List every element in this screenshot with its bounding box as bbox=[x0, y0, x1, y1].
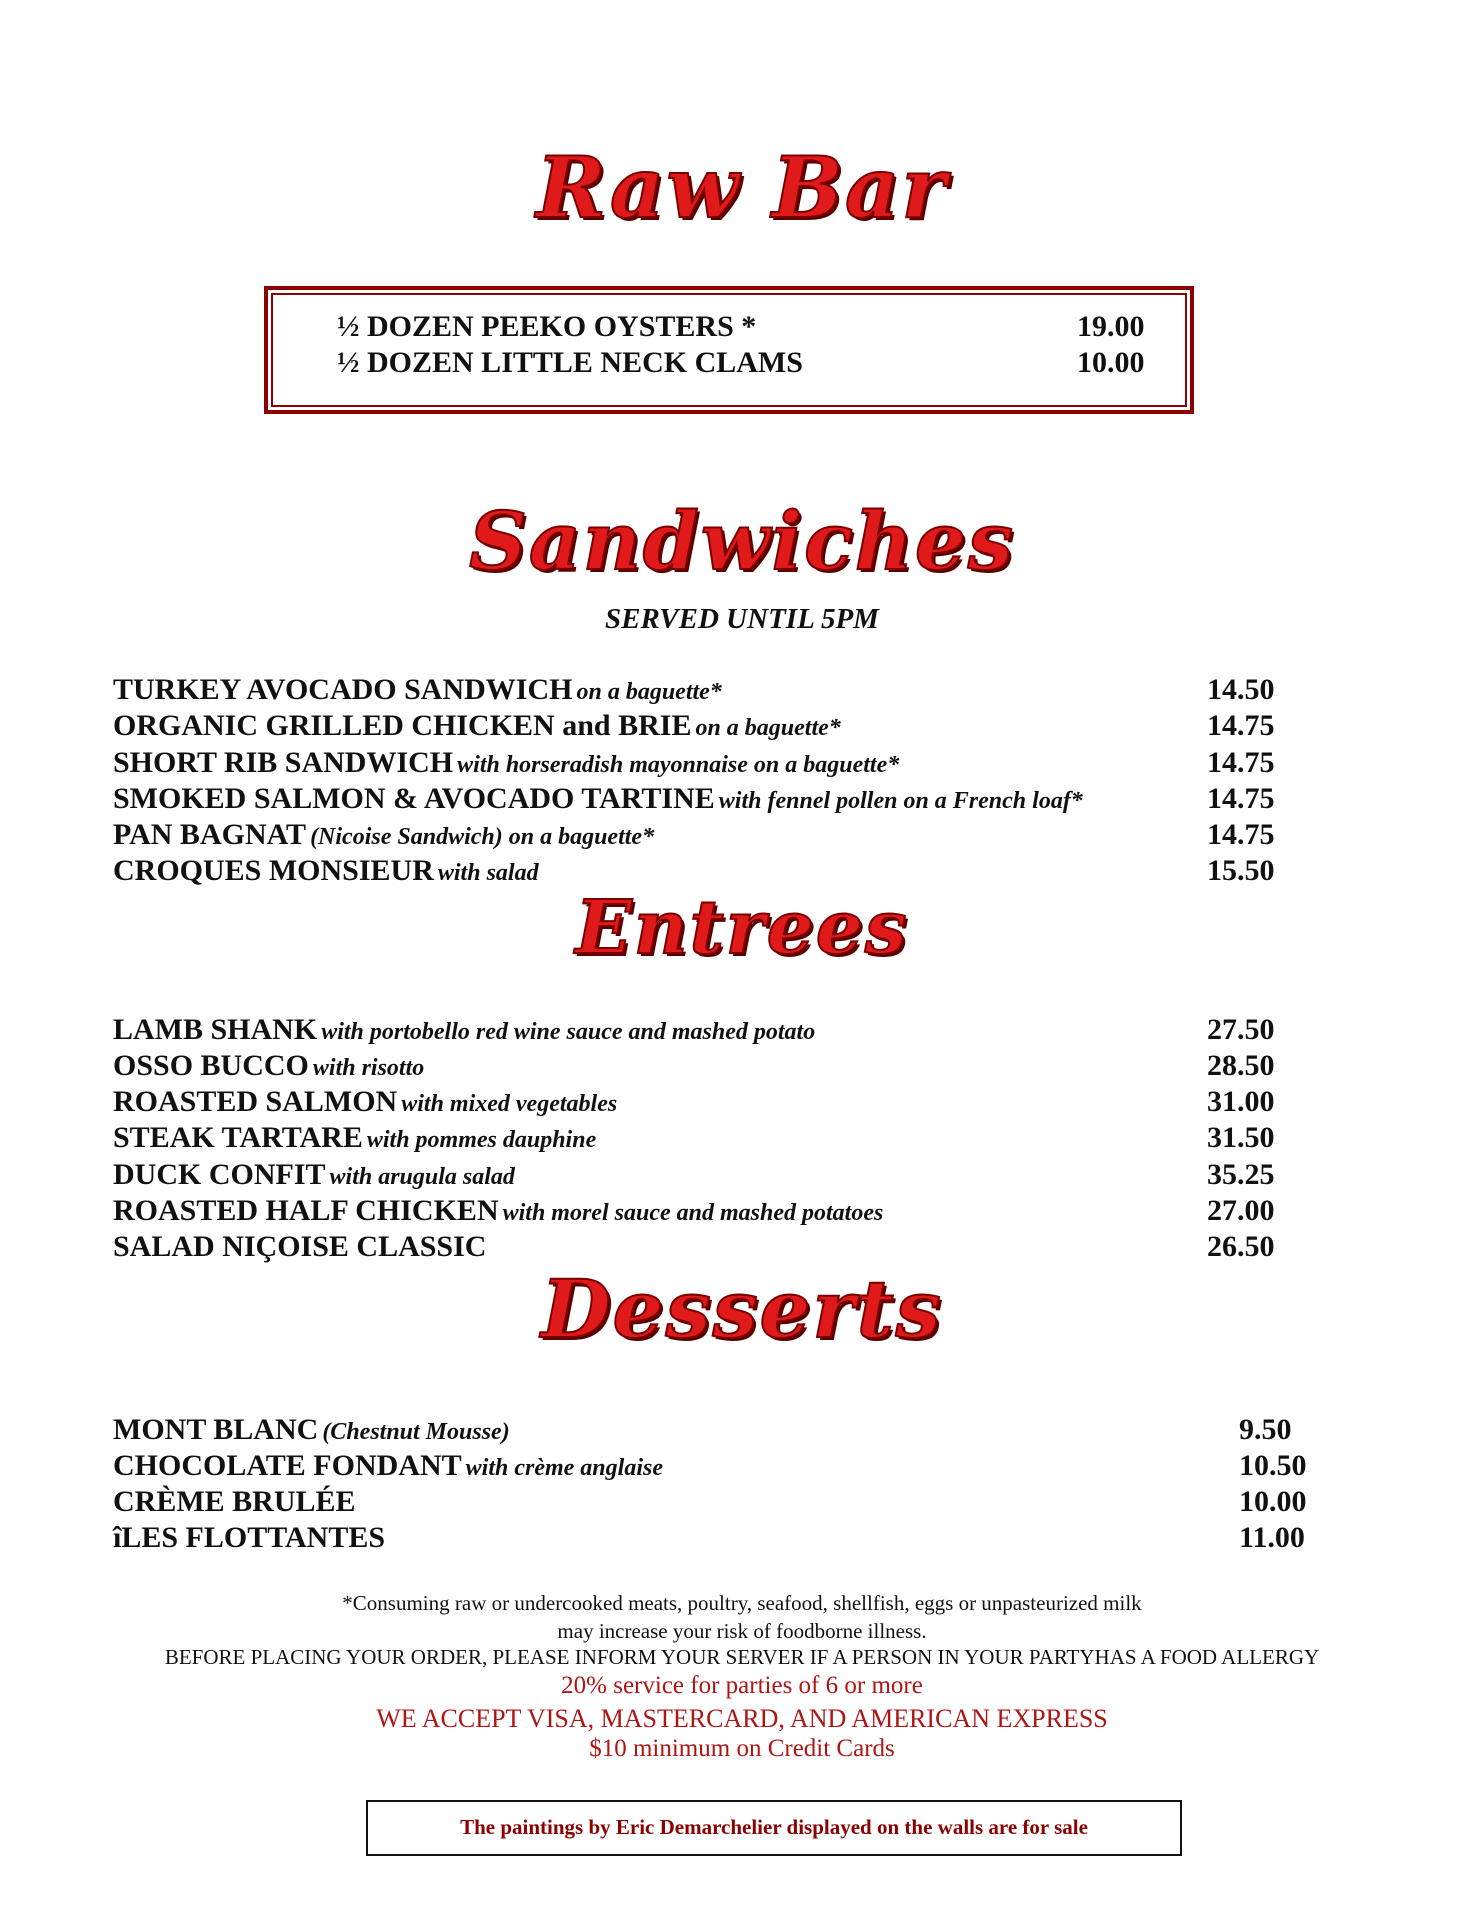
item-name: SMOKED SALMON & AVOCADO TARTINE bbox=[113, 782, 715, 815]
item-name: ½ DOZEN PEEKO OYSTERS * bbox=[337, 310, 757, 343]
paintings-for-sale-box: The paintings by Eric Demarchelier displayed on the walls are for sale bbox=[366, 1800, 1182, 1856]
menu-item bbox=[113, 1013, 1333, 1049]
item-name: ROASTED HALF CHICKEN bbox=[113, 1194, 499, 1227]
menu-item bbox=[113, 1194, 1333, 1230]
item-name: SALAD NIÇOISE CLASSIC bbox=[113, 1230, 487, 1263]
menu-item bbox=[113, 1049, 1333, 1085]
item-description: with fennel pollen on a French loaf* bbox=[718, 788, 1083, 814]
item-name: CHOCOLATE FONDANT bbox=[113, 1449, 462, 1482]
menu-item bbox=[113, 1158, 1333, 1194]
foodborne-illness-note: may increase your risk of foodborne illness. bbox=[557, 1619, 927, 1643]
item-price: 19.00 bbox=[1077, 310, 1145, 343]
raw-bar-inner-frame bbox=[271, 293, 1187, 407]
item-price: 28.50 bbox=[1207, 1049, 1275, 1082]
raw-bar-heading: Raw Bar bbox=[536, 138, 948, 237]
sandwiches-subtitle: SERVED UNTIL 5PM bbox=[605, 603, 879, 635]
item-description: with horseradish mayonnaise on a baguette* bbox=[457, 752, 900, 778]
item-price: 10.00 bbox=[1077, 346, 1145, 379]
item-description: with mixed vegetables bbox=[401, 1091, 618, 1117]
menu-item bbox=[113, 1230, 1333, 1266]
item-price: 9.50 bbox=[1239, 1413, 1292, 1446]
item-name: ROASTED SALMON bbox=[113, 1085, 398, 1118]
item-description: with salad bbox=[437, 860, 539, 886]
desserts-heading: Desserts bbox=[541, 1262, 943, 1356]
item-price: 35.25 bbox=[1207, 1158, 1275, 1191]
item-name: STEAK TARTARE bbox=[113, 1121, 363, 1154]
item-price: 10.50 bbox=[1239, 1449, 1307, 1482]
menu-item bbox=[113, 1485, 1333, 1521]
menu-item bbox=[113, 673, 1333, 709]
credit-card-minimum-note: $10 minimum on Credit Cards bbox=[589, 1735, 895, 1762]
item-description: with morel sauce and mashed potatoes bbox=[502, 1200, 884, 1226]
item-description: with risotto bbox=[312, 1055, 425, 1081]
item-description: on a baguette* bbox=[576, 679, 722, 705]
sandwiches-heading: Sandwiches bbox=[469, 494, 1015, 588]
item-price: 31.50 bbox=[1207, 1121, 1275, 1154]
menu-item bbox=[113, 1085, 1333, 1121]
item-name: ½ DOZEN LITTLE NECK CLAMS bbox=[337, 346, 803, 379]
raw-food-warning: *Consuming raw or undercooked meats, poultry, seafood, shellfish, eggs or unpasteurized milk bbox=[342, 1591, 1142, 1615]
item-name: TURKEY AVOCADO SANDWICH bbox=[113, 673, 573, 706]
item-name: CROQUES MONSIEUR bbox=[113, 854, 434, 887]
menu-item bbox=[113, 782, 1333, 818]
menu-item bbox=[113, 1521, 1333, 1557]
item-description: with portobello red wine sauce and mashed potato bbox=[321, 1019, 816, 1045]
item-price: 14.75 bbox=[1207, 746, 1275, 779]
accepted-cards-note: WE ACCEPT VISA, MASTERCARD, AND AMERICAN EXPRESS bbox=[376, 1704, 1108, 1733]
item-name: PAN BAGNAT bbox=[113, 818, 307, 851]
item-name: OSSO BUCCO bbox=[113, 1049, 309, 1082]
menu-item bbox=[113, 1449, 1333, 1485]
item-description: (Nicoise Sandwich) on a baguette* bbox=[310, 824, 655, 850]
item-price: 31.00 bbox=[1207, 1085, 1275, 1118]
item-price: 14.75 bbox=[1207, 782, 1275, 815]
item-name: ORGANIC GRILLED CHICKEN and BRIE bbox=[113, 709, 692, 742]
menu-item bbox=[113, 1413, 1333, 1449]
item-price: 11.00 bbox=[1239, 1521, 1305, 1554]
allergy-notice: BEFORE PLACING YOUR ORDER, PLEASE INFORM YOUR SERVER IF A PERSON IN YOUR PARTYHAS A FOOD ALLERGY bbox=[164, 1645, 1320, 1669]
menu-item bbox=[113, 1121, 1333, 1157]
item-name: DUCK CONFIT bbox=[113, 1158, 326, 1191]
item-name: îLES FLOTTANTES bbox=[113, 1521, 386, 1554]
item-price: 14.75 bbox=[1207, 818, 1275, 851]
menu-item bbox=[113, 709, 1333, 745]
item-price: 27.50 bbox=[1207, 1013, 1275, 1046]
item-description: on a baguette* bbox=[695, 715, 841, 741]
item-price: 26.50 bbox=[1207, 1230, 1275, 1263]
item-name: LAMB SHANK bbox=[113, 1013, 318, 1046]
item-price: 10.00 bbox=[1239, 1485, 1307, 1518]
item-description: with crème anglaise bbox=[465, 1455, 663, 1481]
item-price: 14.50 bbox=[1207, 673, 1275, 706]
service-charge-note: 20% service for parties of 6 or more bbox=[561, 1672, 923, 1699]
item-name: CRÈME BRULÉE bbox=[113, 1485, 356, 1518]
raw-bar-item bbox=[337, 346, 1147, 382]
entrees-heading: Entrees bbox=[575, 885, 909, 971]
raw-bar-item bbox=[337, 310, 1147, 346]
item-name: MONT BLANC bbox=[113, 1413, 319, 1446]
raw-bar-box bbox=[264, 286, 1194, 414]
item-description: (Chestnut Mousse) bbox=[322, 1419, 510, 1445]
item-description: with arugula salad bbox=[329, 1164, 515, 1190]
item-price: 15.50 bbox=[1207, 854, 1275, 887]
item-name: SHORT RIB SANDWICH bbox=[113, 746, 454, 779]
menu-item bbox=[113, 746, 1333, 782]
menu-item bbox=[113, 818, 1333, 854]
item-description: with pommes dauphine bbox=[366, 1127, 597, 1153]
item-price: 14.75 bbox=[1207, 709, 1275, 742]
item-price: 27.00 bbox=[1207, 1194, 1275, 1227]
